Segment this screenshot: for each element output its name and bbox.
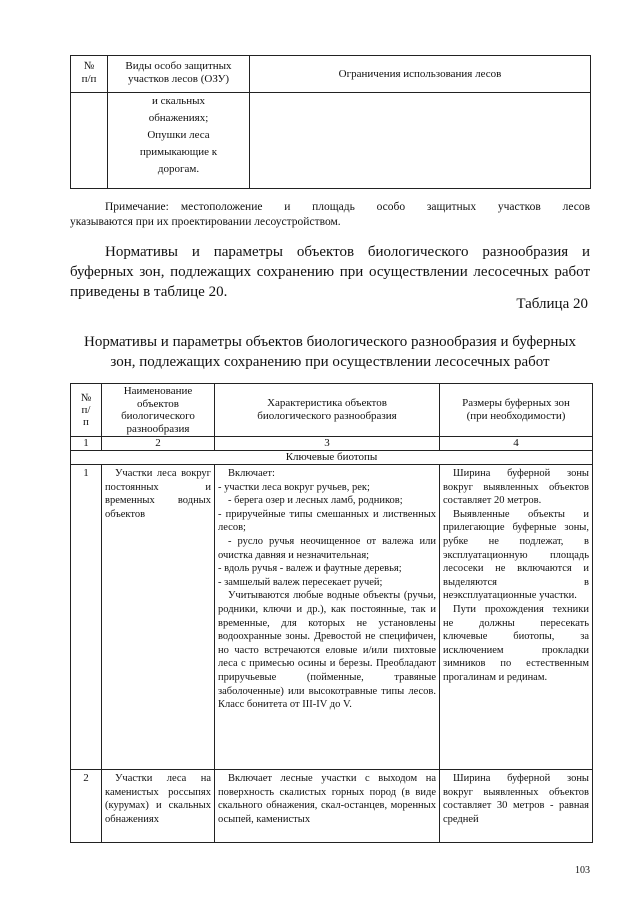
header-num: № п/ п [71, 384, 102, 437]
header-name: Наименование объектов биологического разнообразия [102, 384, 215, 437]
top-cont-line: дорогам. [157, 163, 200, 175]
row-1-char-line: - замшелый валеж пересекает ручей; [218, 576, 383, 588]
top-header-restrictions: Ограничения использования лесов [250, 56, 591, 93]
row-2-num: 2 [71, 770, 102, 843]
table-label: Таблица 20 [516, 296, 588, 312]
col-num-3: 3 [215, 437, 440, 451]
note-text-2: указываются при их проектировании лесоустройством. [70, 216, 341, 228]
row-1-buffer-line: Пути прохождения техники не должны пересекать ключевые биотопы, за исключением прокладки зимников по естественным прогалинам и рединам. [443, 603, 589, 683]
row-1-characteristic [215, 465, 440, 770]
row-1-name: Участки леса вокруг постоянных и временных водных объектов [102, 465, 215, 770]
top-cont-type [108, 93, 250, 189]
row-2-char-line: Включает лесные участки с выходом на поверхность скалистых горных пород (в виде скального обнажения, скал-останцев, моренных осыпей, каменистых [218, 773, 436, 825]
row-1-buffer-line: Ширина буферной зоны вокруг выявленных объектов составляет 20 метров. [443, 468, 589, 507]
row-1-buffer [440, 465, 593, 770]
note-text-1: местоположение и площадь особо защитных участков лесов [180, 201, 590, 213]
section-header: Ключевые биотопы [71, 451, 593, 465]
top-table [70, 55, 591, 189]
top-cont-line: Опушки леса [147, 129, 210, 141]
row-1-char-line: Включает: [228, 468, 275, 479]
row-2-name: Участки леса на каменистых россыпях (курумах) и скальных обнажениях [102, 770, 215, 843]
row-1-char-line: - русло ручья неочищенное от валежа или очистка давняя и незначительная; [218, 535, 436, 561]
table-title [70, 332, 590, 372]
note [70, 200, 590, 230]
row-2-buffer [440, 770, 593, 843]
main-table [70, 383, 593, 843]
top-header-num: № п/п [71, 56, 108, 93]
row-2-buffer-line: Ширина буферной зоны вокруг выявленных объектов составляет 30 метров - равная средней [443, 773, 589, 825]
row-1-char-line: - приручейные типы смешанных и лиственных лесов; [218, 508, 436, 534]
table-title-line-2: зон, подлежащих сохранению при осуществлении лесосечных работ [110, 354, 550, 370]
intro-line-3: приведены в таблице 20. [70, 284, 228, 300]
intro-line-1: Нормативы и параметры объектов биологического разнообразия и [105, 244, 590, 260]
top-cont-line: примыкающие к [139, 146, 218, 158]
top-cont-restrictions [250, 93, 591, 189]
top-cont-line: и скальных [152, 95, 205, 107]
row-1-char-line: - берега озер и лесных ламб, родников; [228, 495, 403, 507]
row-1-buffer-line: Выявленные объекты и прилегающие буферные зоны, рубке не подлежат, в эксплуатационную площадь лесосеки не включаются и выделяются в неэксплуатационные участки. [443, 508, 589, 602]
page-number: 103 [575, 865, 590, 876]
intro-paragraph [70, 242, 590, 302]
note-label: Примечание: [105, 201, 169, 213]
col-num-2: 2 [102, 437, 215, 451]
header-characteristic: Характеристика объектов биологического разнообразия [215, 384, 440, 437]
col-num-4: 4 [440, 437, 593, 451]
top-cont-num [71, 93, 108, 189]
row-1-num: 1 [71, 465, 102, 770]
top-header-type: Виды особо защитных участков лесов (ОЗУ) [108, 56, 250, 93]
col-num-1: 1 [71, 437, 102, 451]
row-1-char-line: Учитываются любые водные объекты (ручьи, родники, ключи и др.), как постоянные, так и временные, для которых не установлены водоохранные зоны. Древостой не специфичен, но часто встречаются еловые и/или пихтовые леса с примесью осины и березы. Преобладают приручьевые (пойменные, травяные заболоченные) или высокотравные типы лесов. Класс бонитета от III-IV до V. [218, 590, 436, 711]
row-1-char-line: - вдоль ручья - валеж и фаутные деревья; [218, 563, 402, 575]
row-2-characteristic [215, 770, 440, 843]
intro-line-2: буферных зон, подлежащих сохранению при осуществлении лесосечных работ [70, 264, 590, 280]
table-title-line-1: Нормативы и параметры объектов биологического разнообразия и буферных [84, 334, 576, 350]
row-1-char-line: - участки леса вокруг ручьев, рек; [218, 481, 370, 493]
top-cont-line: обнажениях; [148, 112, 209, 124]
header-buffer: Размеры буферных зон (при необходимости) [440, 384, 593, 437]
